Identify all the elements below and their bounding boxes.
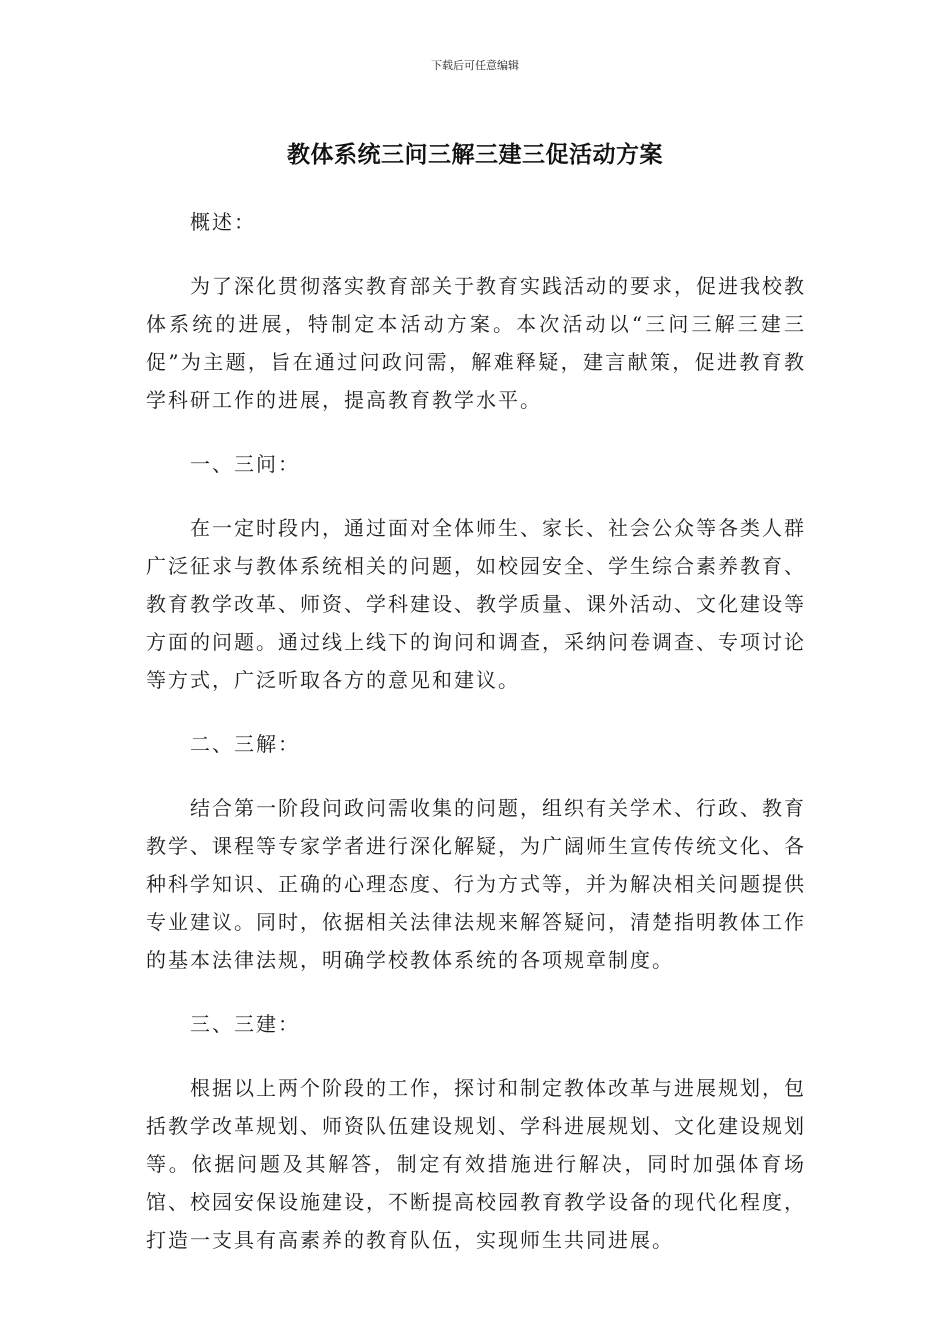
header-note: 下载后可任意编辑 bbox=[431, 59, 519, 72]
overview-paragraph: 为了深化贯彻落实教育部关于教育实践活动的要求，促进我校教体系统的进展，特制定本活动方案。本次活动以“三问三解三建三促”为主题，旨在通过问政问需，解难释疑，建言献策，促进教育教学科研工作的进展，提高教育教学水平。 bbox=[146, 274, 806, 412]
solve-paragraph: 结合第一阶段问政问需收集的问题，组织有关学术、行政、教育教学、课程等专家学者进行深化解疑，为广阔师生宣传传统文化、各种科学知识、正确的心理态度、行为方式等，并为解决相关问题提供专业建议。同时，依据相关法律法规来解答疑问，清楚指明教体工作的基本法律法规，明确学校教体系统的各项规章制度。 bbox=[146, 796, 806, 972]
solve-heading: 二、三解： bbox=[190, 732, 300, 756]
ask-paragraph: 在一定时段内，通过面对全体师生、家长、社会公众等各类人群广泛征求与教体系统相关的问题，如校园安全、学生综合素养教育、教育教学改革、师资、学科建设、教学质量、课外活动、文化建设等方面的问题。通过线上线下的询问和调查，采纳问卷调查、专项讨论等方式，广泛听取各方的意见和建议。 bbox=[146, 516, 806, 692]
build-paragraph: 根据以上两个阶段的工作，探讨和制定教体改革与进展规划，包括教学改革规划、师资队伍建设规划、学科进展规划、文化建设规划等。依据问题及其解答，制定有效措施进行解决，同时加强体育场馆、校园安保设施建设，不断提高校园教育教学设备的现代化程度，打造一支具有高素养的教育队伍，实现师生共同进展。 bbox=[146, 1076, 806, 1252]
overview-heading: 概述： bbox=[190, 210, 256, 234]
build-heading: 三、三建： bbox=[190, 1012, 300, 1036]
document-body bbox=[146, 203, 806, 1259]
ask-heading: 一、三问： bbox=[190, 452, 300, 476]
document-title: 教体系统三问三解三建三促活动方案 bbox=[287, 142, 663, 168]
